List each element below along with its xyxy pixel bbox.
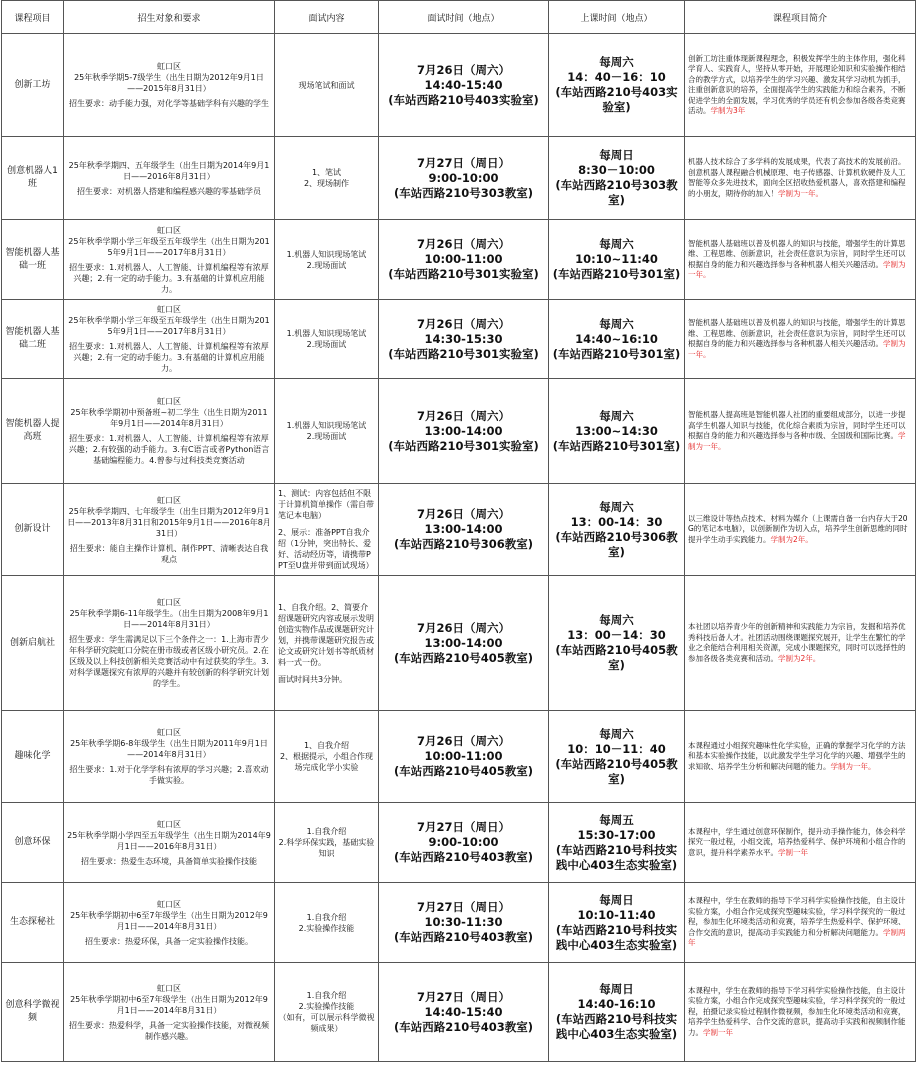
interview-time-line: (车站西路210号301实验室) — [388, 438, 539, 453]
class-time-line: (车站西路210号科技实践中心403生态实验室) — [555, 842, 678, 872]
interview-time-line: 7月26日（周六） — [416, 408, 510, 423]
intro-cell — [685, 963, 916, 1062]
intro-text: 智能机器人基础班以普及机器人的知识与技能，增强学生的计算思维、工程思维、创新意识，社会责任意识为宗旨，同时学生还可以根据自身的能力和兴趣选择参与各种机器人相关兴趣活动。 — [688, 238, 906, 269]
class-time-line: 10:10~11:40 — [575, 252, 658, 266]
intro-cell — [685, 34, 916, 137]
requirement-text: 招生要求：热爱生态环境，具备简单实验操作技能 — [81, 856, 257, 866]
header-interview-time: 面试时间（地点） — [379, 1, 549, 34]
interview-time-line: (车站西路210号403实验室) — [388, 92, 539, 107]
intro-text: 本课程中，学生在教师的指导下学习科学实验操作技能，自主设计实验方案，小组合作完成探究型趣味实验，学习科学探究的一般过程，拍摄记录实验过程制作微视频，参加生化环境类活动和竞赛，培养学生热爱科学、合作交流的意识，提高动手实践和视频制作能力。 — [688, 985, 906, 1037]
course-name-cell: 创新工坊 — [2, 34, 64, 137]
class-time-cell — [549, 803, 685, 883]
intro-cell — [685, 379, 916, 484]
target-cell — [64, 576, 275, 711]
requirement-text: 招生要求：1.对机器人、人工智能、计算机编程等有浓厚兴趣；2.有较强的动手能力。3.有C语言或者Python语言基础编程能力。4.曾参与过科技类竞赛活动 — [68, 434, 270, 465]
course-name-cell: 创意科学微视频 — [2, 963, 64, 1062]
district-label: 虹口区 — [157, 819, 181, 829]
interview-cell — [275, 803, 379, 883]
interview-item: 面试时间共3分钟。 — [278, 674, 348, 684]
duration-text: 学制为一年。 — [688, 431, 906, 451]
header-intro: 课程项目简介 — [685, 1, 916, 34]
table-row — [2, 300, 916, 379]
intro-text: 以三维设计等热点技术、材料为媒介（上课需自备一台内存大于20G的笔记本电脑），以创新制作为切入点，培养学生创新思维的同时提升学生动手实践能力。 — [688, 513, 908, 544]
intro-text: 本社团以培养青少年的创新精神和实践能力为宗旨，发掘和培养优秀科技后备人才。社团活动围绕课题探究展开，让学生在繁忙的学业之余能结合利用相关资源，完成小课题探究，同时可以选择性的参加各级各类竞赛和活动。 — [688, 622, 906, 663]
interview-time-line: (车站西路210号301实验室) — [388, 346, 539, 361]
class-time-line: 14:40-16:10 — [577, 997, 656, 1011]
district-label: 虹口区 — [157, 495, 181, 505]
class-time-line: 13：00-14：30 — [570, 514, 663, 529]
target-text: 25年秋季学期5-7级学生（出生日期为2012年9月1日——2015年8月31日） — [74, 73, 264, 93]
class-time-line: 每周日 — [599, 892, 634, 907]
district-label: 虹口区 — [157, 728, 181, 737]
class-time-line: 每周日 — [599, 982, 634, 996]
class-time-cell — [549, 137, 685, 220]
interview-item: 1.自我介绍 — [306, 991, 347, 1000]
district-label: 虹口区 — [157, 305, 181, 314]
interview-time-cell — [379, 803, 549, 883]
interview-item: 2.现场面试 — [306, 260, 347, 270]
class-time-line: 每周六 — [599, 316, 634, 331]
intro-text: 机器人技术综合了多学科的发展成果，代表了高技术的发展前沿。创意机器人课程融合机械原理、电子传感器、计算机软硬件及人工智能等众多先进技术，面向全区招收热爱机器人，喜欢搭建和编程的小朋友，期待你的加入！ — [688, 157, 906, 198]
target-cell — [64, 379, 275, 484]
class-time-line: 每周六 — [599, 613, 634, 627]
target-text: 25年秋季学期四、七年级学生（出生日期为2012年9月1日——2013年8月31日和2015年9月1日——2016年8月31日） — [67, 506, 271, 538]
requirement-text: 招生要求：动手能力强，对化学等基础学科有兴趣的学生 — [69, 99, 269, 108]
interview-cell — [275, 484, 379, 576]
target-text: 25年秋季学期四、五年级学生（出生日期为2014年9月1日——2016年8月31日） — [68, 160, 270, 181]
intro-text: 本课程中，学生在教师的指导下学习科学实验操作技能，自主设计实验方案，小组合作完成探究型趣味实验，学习科学探究的一般过程，参加生化环境类活动和竞赛，培养学生热爱科学、保护环境、合作交流的意识，提高动手实践能力和分析解决问题能力。 — [688, 896, 906, 937]
table-row — [2, 220, 916, 300]
interview-time-cell — [379, 484, 549, 576]
interview-time-line: 14:30-15:30 — [424, 331, 503, 346]
interview-item: 1.机器人知识现场笔试 — [286, 329, 367, 338]
interview-item: 2、现场制作 — [303, 179, 350, 188]
intro-cell — [685, 711, 916, 803]
class-time-cell — [549, 300, 685, 379]
interview-item: 1.自我介绍 — [306, 912, 347, 922]
target-text: 25年秋季学期小学三年级至五年级学生（出生日期为2015年9月1日——2017年8月31日） — [68, 316, 270, 336]
target-cell — [64, 484, 275, 576]
class-time-line: (车站西路210号306教室) — [555, 529, 678, 559]
interview-time-line: 10:30-11:30 — [424, 915, 503, 929]
header-class-time: 上课时间（地点） — [549, 1, 685, 34]
interview-time-line: 7月26日（周六） — [416, 316, 510, 331]
class-time-line: 每周日 — [599, 148, 634, 162]
target-cell — [64, 963, 275, 1062]
intro-cell — [685, 883, 916, 963]
interview-item: 2.现场面试 — [306, 432, 347, 441]
target-text: 25年秋季学期6-8年级学生（出生日期为2011年9月1日——2014年8月31日） — [70, 739, 268, 759]
interview-time-line: 7月27日（周日） — [416, 989, 510, 1004]
district-label: 虹口区 — [157, 598, 181, 607]
class-time-line: 10：10－11：40 — [567, 741, 666, 756]
table-row — [2, 963, 916, 1062]
interview-time-cell — [379, 883, 549, 963]
table-row — [2, 883, 916, 963]
interview-time-line: 7月26日（周六） — [416, 507, 510, 521]
class-time-line: (车站西路210号405教室) — [555, 643, 678, 672]
interview-time-line: 13:00-14:00 — [424, 635, 503, 650]
header-row — [2, 1, 916, 34]
intro-cell — [685, 300, 916, 379]
course-name-cell: 创新设计 — [2, 484, 64, 576]
interview-time-cell — [379, 379, 549, 484]
target-text: 25年秋季学期初中6至7年级学生（出生日期为2012年9月1日——2014年8月31日） — [70, 910, 268, 931]
intro-text: 本课程通过小组探究趣味性化学实验，正确的掌握学习化学的方法和基本实验操作技能，以此激发学生学习化学的兴趣、增强学生的求知欲、培养学生分析和解决问题的能力。 — [688, 740, 906, 771]
intro-cell — [685, 484, 916, 576]
class-time-line: 每周六 — [599, 499, 634, 514]
interview-time-line: (车站西路210号405教室) — [393, 650, 534, 665]
class-time-line: 8:30－10:00 — [578, 163, 655, 177]
class-time-line: 14:40~16:10 — [575, 331, 658, 346]
interview-time-line: 7月27日（周日） — [416, 155, 510, 170]
class-time-cell — [549, 484, 685, 576]
class-time-cell — [549, 34, 685, 137]
interview-time-line: 13:00-14:00 — [424, 522, 503, 536]
interview-cell — [275, 576, 379, 711]
table-body — [2, 34, 916, 1062]
requirement-text: 招生要求：对机器人搭建和编程感兴趣的零基础学员 — [77, 186, 261, 196]
class-time-line: (车站西路210号303教室) — [555, 178, 678, 207]
target-cell — [64, 220, 275, 300]
class-time-cell — [549, 379, 685, 484]
class-time-cell — [549, 220, 685, 300]
class-time-line: 13：00－14：30 — [567, 628, 666, 642]
intro-cell — [685, 803, 916, 883]
target-text: 25年秋季学期6-11年级学生。（出生日期为2008年9月1日——2014年8月31日） — [69, 609, 269, 629]
interview-time-cell — [379, 711, 549, 803]
course-name-cell: 智能机器人提高班 — [2, 379, 64, 484]
course-name-cell: 创意环保 — [2, 803, 64, 883]
target-cell — [64, 711, 275, 803]
district-label: 虹口区 — [157, 983, 181, 993]
interview-time-line: 7月26日（周六） — [416, 620, 510, 635]
class-time-line: (车站西路210号403实验室) — [555, 85, 678, 114]
interview-time-cell — [379, 137, 549, 220]
interview-time-line: 10:00-11:00 — [424, 252, 503, 266]
interview-time-line: 7月26日（周六） — [416, 62, 510, 77]
table-row — [2, 137, 916, 220]
target-text: 25年秋季学期小学四至五年级学生（出生日期为2014年9月1日——2016年8月31日） — [67, 830, 271, 851]
interview-time-line: 10:00-11:00 — [424, 749, 503, 763]
interview-time-line: (车站西路210号306教室) — [393, 537, 534, 551]
class-time-line: (车站西路210号科技实践中心403生态实验室) — [555, 1012, 678, 1041]
duration-text: 学制为一年。 — [688, 259, 906, 279]
target-text: 25年秋季学期小学三年级至五年级学生（出生日期为2015年9月1日——2017年8月31日） — [68, 236, 270, 257]
intro-cell — [685, 137, 916, 220]
interview-time-line: 7月26日（周六） — [416, 237, 510, 251]
course-name-cell: 智能机器人基础一班 — [2, 220, 64, 300]
interview-time-line: (车站西路210号301实验室) — [388, 267, 539, 281]
table-row — [2, 379, 916, 484]
duration-text: 学制为一年。 — [778, 188, 823, 198]
interview-item: 1.自我介绍 — [306, 827, 347, 836]
interview-time-line: 14:40-15:40 — [424, 77, 503, 92]
interview-time-cell — [379, 34, 549, 137]
target-cell — [64, 803, 275, 883]
class-time-line: 每周六 — [599, 237, 634, 251]
interview-item: 2、展示：准备PPT自我介绍（1分钟，突出特长、爱好、活动经历等，请携带PPT至U盘并带到面试现场） — [278, 528, 374, 570]
duration-text: 学制为2年。 — [770, 534, 813, 544]
interview-time-line: 7月26日（周六） — [416, 734, 510, 748]
interview-time-cell — [379, 963, 549, 1062]
class-time-cell — [549, 883, 685, 963]
header-target: 招生对象和要求 — [64, 1, 275, 34]
interview-time-cell — [379, 220, 549, 300]
interview-item: 1.机器人知识现场笔试 — [286, 421, 367, 430]
interview-cell — [275, 711, 379, 803]
interview-time-line: 9:00-10:00 — [428, 170, 499, 185]
interview-item: 2.实验操作技能 — [298, 1002, 355, 1011]
table-row — [2, 711, 916, 803]
course-table — [1, 0, 916, 1062]
class-time-line: 14：40－16：10 — [567, 70, 666, 84]
interview-time-line: 14:40-15:40 — [424, 1004, 503, 1019]
target-cell — [64, 34, 275, 137]
interview-item: 2.实验操作技能 — [298, 923, 355, 933]
duration-text: 学制为3年 — [710, 106, 746, 115]
interview-time-cell — [379, 300, 549, 379]
duration-text: 学制为2年。 — [778, 653, 821, 663]
intro-cell — [685, 220, 916, 300]
requirement-text: 招生要求：1.对机器人、人工智能、计算机编程等有浓厚兴趣；2.有一定的动手能力。3.有基础的计算机应用能力。 — [69, 262, 269, 294]
interview-time-line: (车站西路210号403教室) — [393, 850, 534, 864]
interview-time-line: 9:00-10:00 — [428, 835, 499, 849]
target-text: 25年秋季学期初中预备班~初二学生（出生日期为2011年9月1日——2014年8月31日） — [70, 408, 268, 428]
header-interview: 面试内容 — [275, 1, 379, 34]
requirement-text: 招生要求：1.对机器人、人工智能、计算机编程等有浓厚兴趣；2.有一定的动手能力。3.有基础的计算机应用能力。 — [69, 342, 269, 373]
interview-time-cell — [379, 576, 549, 711]
table-row — [2, 34, 916, 137]
class-time-line: 10:10-11:40 — [577, 907, 656, 922]
interview-cell — [275, 300, 379, 379]
interview-item: 1、自我介绍 — [303, 741, 350, 750]
duration-text: 学制为一年。 — [688, 339, 906, 359]
interview-item: 1.机器人知识现场笔试 — [286, 249, 367, 259]
interview-item: （如有，可以展示科学微视频成果） — [278, 1013, 375, 1033]
class-time-cell — [549, 576, 685, 711]
requirement-text: 招生要求：能自主操作计算机、制作PPT、清晰表达自我观点 — [69, 543, 269, 564]
table-row — [2, 803, 916, 883]
interview-cell — [275, 220, 379, 300]
class-time-cell — [549, 711, 685, 803]
interview-item: 1、笔试 — [311, 168, 342, 177]
interview-item: 2、根据提示，小组合作现场完成化学小实验 — [279, 752, 374, 772]
intro-text: 创新工坊注重体现新课程理念，积极发挥学生的主体作用，强化科学育人、实践育人，坚持从零开始，开展理论知识和实验操作相结合的教学方式，以培养学生的学习兴趣、激发其学习动机为抓手，注重创新意识的培养，全面提高学生的实践能力和综合素养，不断促进学生的全面发展，学习优秀的学员还有机会参加各级各类竞赛活动。 — [688, 53, 906, 115]
target-cell — [64, 883, 275, 963]
class-time-line: (车站西路210号405教室) — [555, 756, 678, 786]
class-time-line: (车站西路210号301室) — [552, 438, 681, 453]
interview-cell — [275, 379, 379, 484]
class-time-line: (车站西路210号301室) — [552, 267, 681, 281]
interview-cell — [275, 963, 379, 1062]
intro-text: 智能机器人提高班是智能机器人社团的重要组成部分，以进一步提高学生机器人知识与技能，优化综合素质为宗旨，同时学生还可以根据自身的能力和兴趣选择参与各种市级、全国级和国际比赛。 — [688, 410, 906, 440]
course-name-cell: 生态探秘社 — [2, 883, 64, 963]
interview-time-line: (车站西路210号303教室) — [393, 185, 534, 200]
district-label: 虹口区 — [157, 62, 181, 71]
class-time-line: 15:30-17:00 — [577, 827, 656, 842]
class-time-line: (车站西路210号301室) — [552, 346, 681, 361]
interview-cell — [275, 137, 379, 220]
requirement-text: 招生要求：热爱环保，具备一定实验操作技能。 — [85, 936, 253, 946]
interview-item: 2.科学环保实践，基础实验知识 — [278, 838, 375, 858]
class-time-cell — [549, 963, 685, 1062]
target-text: 25年秋季学期初中6至7年级学生（出生日期为2012年9月1日——2014年8月31日） — [70, 994, 268, 1015]
class-time-line: (车站西路210号科技实践中心403生态实验室) — [555, 922, 678, 952]
duration-text: 学制两年 — [688, 927, 906, 948]
target-cell — [64, 300, 275, 379]
interview-time-line: (车站西路210号405教室) — [393, 764, 534, 778]
interview-cell — [275, 34, 379, 137]
target-cell — [64, 137, 275, 220]
district-label: 虹口区 — [157, 225, 181, 235]
intro-text: 本课程中，学生通过创意环保制作，提升动手操作能力，体会科学探究一般过程，小组交流，培养热爱科学、保护环境和小组合作的意识，提升科学素养水平。 — [688, 826, 906, 857]
interview-item: 1、测试：内容包括但不限于计算机简单操作（需自带笔记本电脑） — [278, 489, 374, 520]
class-time-line: 每周五 — [599, 812, 634, 827]
header-course: 课程项目 — [2, 1, 64, 34]
course-name-cell: 创意机器人1班 — [2, 137, 64, 220]
interview-item: 2.现场面试 — [306, 340, 347, 349]
course-name-cell: 趣味化学 — [2, 711, 64, 803]
district-label: 虹口区 — [157, 397, 181, 406]
duration-text: 学制为一年。 — [830, 761, 876, 771]
course-name-cell: 智能机器人基础二班 — [2, 300, 64, 379]
requirement-text: 招生要求：1.对于化学学科有浓厚的学习兴趣；2.喜欢动手做实验。 — [69, 765, 269, 785]
interview-time-line: 13:00-14:00 — [424, 423, 503, 438]
requirement-text: 招生要求：学生需满足以下三个条件之一：1.上海市青少年科学研究院虹口分院在册市级或者区级小研究员。2.在区级及以上科技创新相关竞赛活动中有过获奖的学生。3.对科学课题探究有浓厚的兴趣并有较创新的科学研究计划的学生。 — [69, 635, 269, 688]
duration-text: 学制一年 — [703, 1027, 733, 1037]
class-time-line: 每周六 — [599, 726, 634, 741]
interview-item: 现场笔试和面试 — [298, 80, 355, 90]
intro-text: 智能机器人基础班以普及机器人的知识与技能，增强学生的计算思维、工程思维、创新意识，社会责任意识为宗旨，同时学生还可以根据自身的能力和兴趣选择参与各种机器人相关兴趣活动。 — [688, 318, 906, 348]
requirement-text: 招生要求：热爱科学，具备一定实验操作技能，对微视频制作感兴趣。 — [69, 1020, 269, 1041]
table-row — [2, 484, 916, 576]
interview-time-line: 7月27日（周日） — [416, 820, 510, 834]
course-name-cell: 创新启航社 — [2, 576, 64, 711]
duration-text: 学制一年 — [778, 847, 808, 857]
interview-time-line: (车站西路210号403教室) — [393, 930, 534, 944]
class-time-line: 每周六 — [599, 55, 634, 69]
table-row — [2, 576, 916, 711]
interview-time-line: 7月27日（周日） — [416, 900, 510, 914]
district-label: 虹口区 — [157, 899, 181, 909]
class-time-line: 13:00~14:30 — [575, 423, 658, 438]
class-time-line: 每周六 — [599, 408, 634, 423]
interview-cell — [275, 883, 379, 963]
interview-item: 1、自我介绍。2、简要介绍课题研究内容或展示发明创造实物作品或课题研究计划，并携带课题研究报告或论文或研究计划书等纸质材料一式一份。 — [278, 602, 374, 667]
intro-cell — [685, 576, 916, 711]
interview-time-line: (车站西路210号403教室) — [393, 1019, 534, 1034]
